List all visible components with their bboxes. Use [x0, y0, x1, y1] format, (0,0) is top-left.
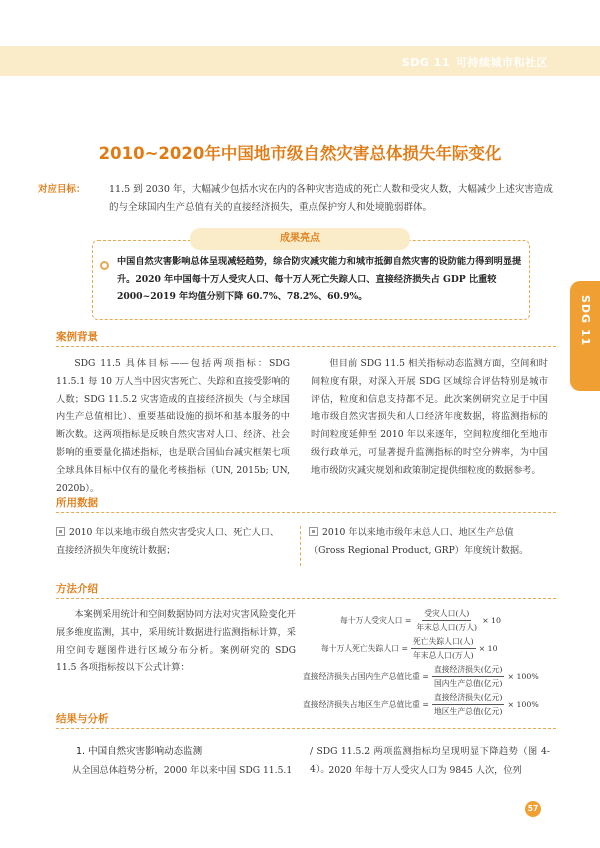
- results-right-line2: 2020 年每十万人受灾人口为 9845 人次，位列: [328, 765, 522, 776]
- formula-numerator: 受灾人口(人): [422, 608, 471, 621]
- goal-label: 对应目标：: [38, 184, 86, 195]
- formula-lhs: 直接经济损失占地区生产总值比重 =: [303, 700, 429, 709]
- header-sdg: SDG 11: [401, 56, 450, 69]
- formula-multiplier: × 10: [482, 616, 501, 625]
- formula-multiplier: × 100%: [507, 672, 539, 681]
- formula-denominator: 国内生产总值(亿元): [433, 679, 503, 688]
- section-results-title: 结果与分析: [56, 713, 109, 725]
- bullet-icon: [100, 261, 109, 270]
- formula-lhs: 每十万人受灾人口 =: [340, 616, 412, 625]
- section-method: [56, 583, 556, 599]
- data-item-2: [309, 524, 549, 560]
- formula-lhs: 直接经济损失占国内生产总值比重 =: [303, 672, 429, 681]
- section-method-title: 方法介绍: [56, 583, 98, 595]
- section-background: [56, 331, 556, 347]
- highlights-lead: 中国自然灾害影响总体呈现减轻趋势，综合防灾减灾能力和城市抵御自然灾害的设防能力得到明显提升。: [117, 256, 522, 285]
- highlights-label: 成果亮点: [190, 228, 410, 250]
- side-tab: [570, 281, 600, 391]
- formula-gdp: [303, 664, 539, 689]
- divider: [300, 526, 301, 566]
- method-text: 本案例采用统计和空间数据协同方法对灾害风险变化开展多维度监测，其中，采用统计数据进行监测指标计算，采用空间专题图件进行区域分布分析。案例研究的 SDG 11.5 各项指标按以下公式计算：: [56, 609, 296, 674]
- formula-numerator: 直接经济损失(亿元): [432, 692, 504, 705]
- formula-lhs: 每十万人死亡失踪人口 =: [321, 644, 408, 653]
- formula-numerator: 死亡失踪人口(人): [411, 636, 476, 649]
- data-item-2-text: 2010 年以来地市级年末总人口、地区生产总值（Gross Regional Product, GRP）年度统计数据。: [309, 527, 529, 556]
- formula-multiplier: × 100%: [507, 700, 539, 709]
- formula-affected: [340, 608, 501, 633]
- running-header: [402, 54, 548, 70]
- section-data: [56, 497, 556, 513]
- results-left: 从全国总体趋势分析，2000 年以来中国 SDG 11.5.1: [72, 765, 293, 776]
- checkbox-icon: [309, 527, 318, 536]
- formula-multiplier: × 10: [478, 644, 498, 653]
- formula-denominator: 年末总人口(万人): [416, 623, 478, 632]
- data-item-1-text: 2010 年以来地市级自然灾害受灾人口、死亡人口、直接经济损失年度统计数据；: [56, 527, 280, 556]
- results-right-line1: / SDG 11.5.2 两项监测指标均呈现明显下降趋势（图 4-4）。: [310, 746, 550, 775]
- highlights-text: [117, 253, 522, 306]
- header-band: [0, 46, 600, 76]
- data-item-1: [56, 524, 288, 560]
- formula-deaths: [321, 636, 498, 661]
- formula-denominator: 年末总人口(万人): [412, 651, 474, 660]
- results-subhead: 1. 中国自然灾害影响动态监测: [76, 746, 203, 757]
- page-title: 2010~2020年中国地市级自然灾害总体损失年际变化: [98, 144, 502, 163]
- goal-block: [38, 181, 558, 217]
- goal-text: 11.5 到 2030 年，大幅减少包括水灾在内的各种灾害造成的死亡人数和受灾人数，大幅减少上述灾害造成的与全球国内生产总值有关的直接经济损失，重点保护穷人和处境脆弱群体。: [109, 184, 553, 213]
- highlights-body: 2020 年中国每十万人受灾人口、每十万人死亡失踪人口、直接经济损失占 GDP 比重较 2000~2019 年均值分别下降 60.7%、78.2%、60.9%。: [117, 273, 497, 302]
- formula-denominator: 地区生产总值(亿元): [433, 707, 503, 716]
- section-background-title: 案例背景: [56, 331, 98, 343]
- checkbox-icon: [56, 527, 65, 536]
- background-right: 但目前 SDG 11.5 相关指标动态监测方面，空间和时间粒度有限，对深入开展 SDG 区域综合评估特别是城市评估，粒度和信息支持都不足。此次案例研究立足于中国地市级自然灾害损失和人口经济年度数据，将监测指标的时间粒度延伸至 2010 年以来逐年，空间粒度细化至地市级行政单元，可显著提升监测指标的时空分辨率，为中国地市级防灾减灾规划和政策制定提供细粒度的数据参考。: [311, 358, 548, 476]
- side-tab-label: SDG 11: [579, 295, 592, 347]
- formula-numerator: 直接经济损失(亿元): [432, 664, 504, 677]
- section-results: [56, 713, 556, 729]
- header-title: 可持续城市和社区: [456, 56, 548, 69]
- section-data-title: 所用数据: [56, 497, 98, 509]
- page-number: 57: [525, 801, 541, 817]
- background-left: SDG 11.5 具体目标——包括两项指标：SDG 11.5.1 每 10 万人当中因灾害死亡、失踪和直接受影响的人数；SDG 11.5.2 灾害造成的直接经济损失（与全球国内生产总值相比）、重要基础设施的损坏和基本服务的中断次数。这两项指标是反映自然灾害对人口、经济、社会影响的重要量化描述指标，也是联合国仙台减灾框架七项全球具体目标中仅有的量化考核指标（UN, 2015b; UN, 2020b）。: [56, 358, 290, 494]
